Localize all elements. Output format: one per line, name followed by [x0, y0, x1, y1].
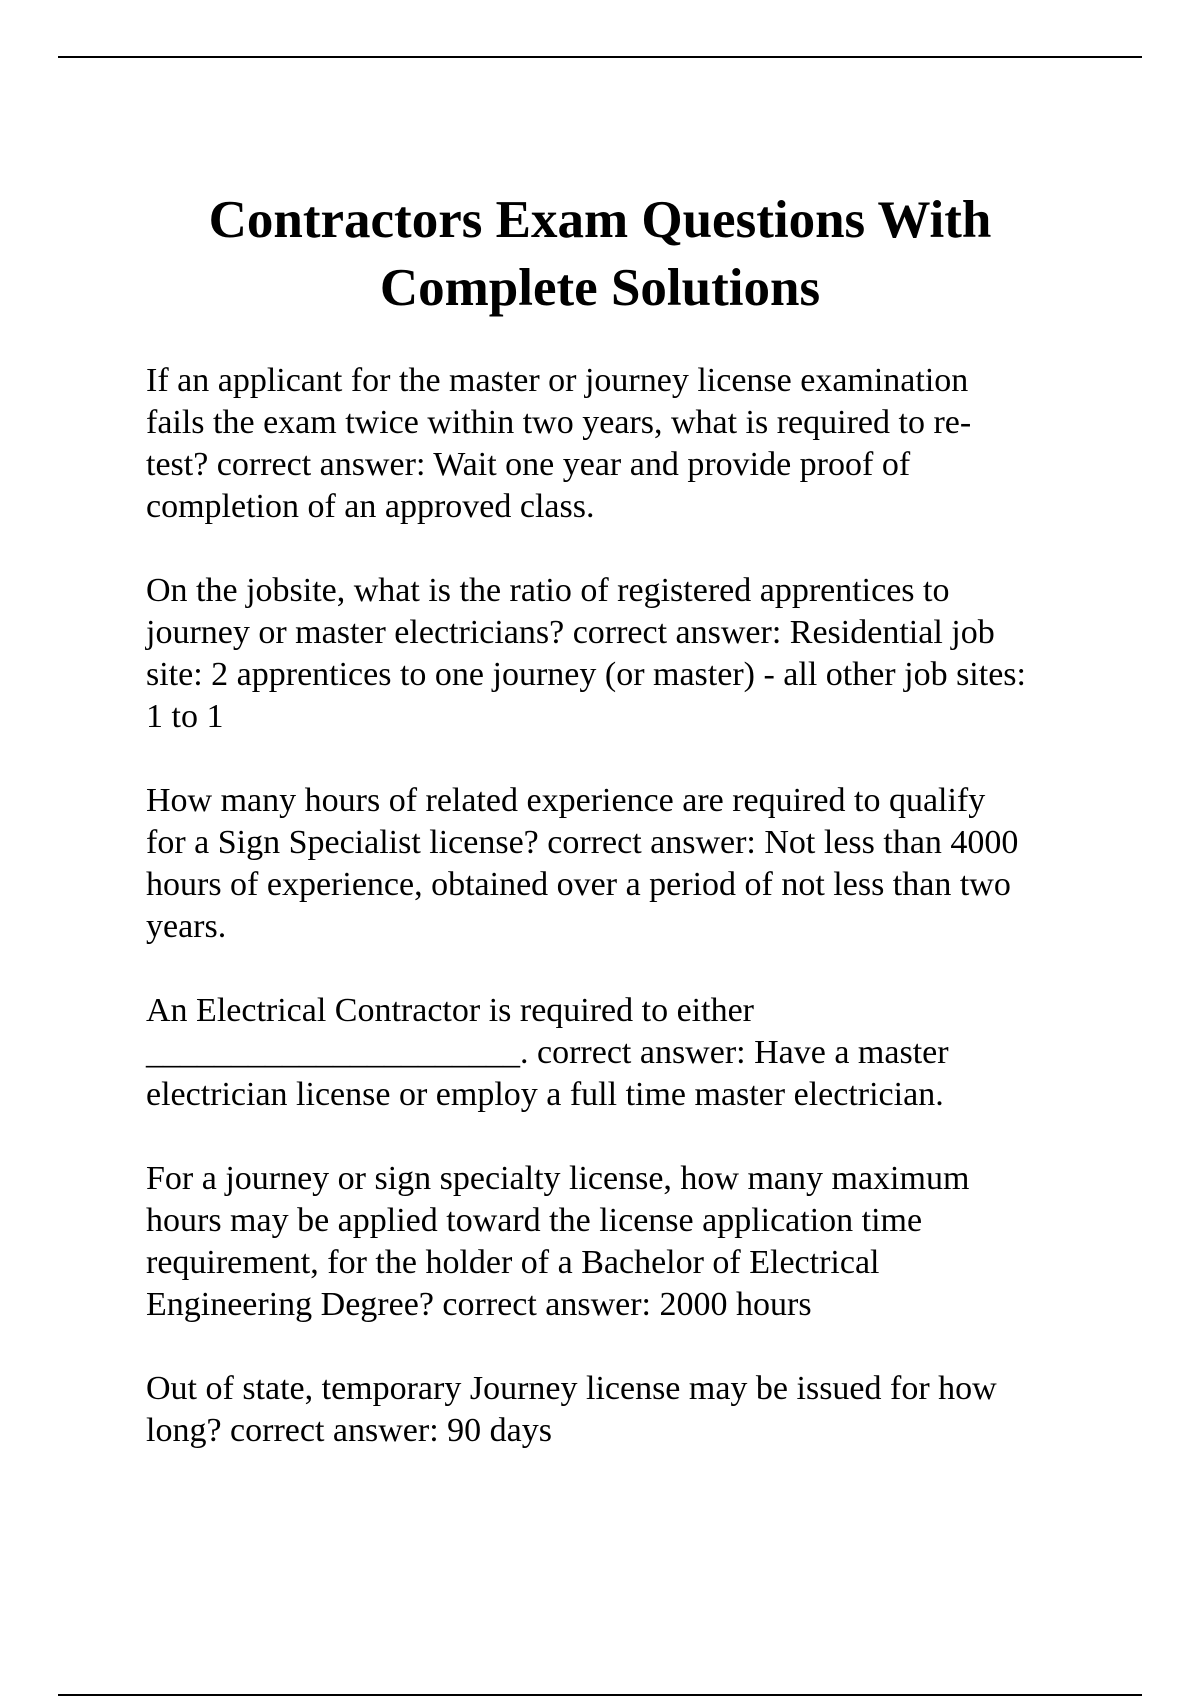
qa-line: For a journey or sign specialty license, how many maximum: [146, 1160, 970, 1197]
page-title: [100, 186, 1100, 322]
qa-line: completion of an approved class.: [146, 488, 595, 525]
qa-line: years.: [146, 908, 227, 945]
qa-item: [146, 780, 1106, 948]
qa-line: How many hours of related experience are required to qualify: [146, 782, 986, 819]
qa-line: If an applicant for the master or journey license examination: [146, 362, 969, 399]
qa-line: 1 to 1: [146, 698, 224, 735]
qa-line: ______________________. correct answer: Have a master: [146, 1034, 949, 1071]
qa-line: hours may be applied toward the license application time: [146, 1202, 923, 1239]
qa-line: On the jobsite, what is the ratio of registered apprentices to: [146, 572, 950, 609]
qa-line: requirement, for the holder of a Bachelor of Electrical: [146, 1244, 880, 1281]
title-line-1: Contractors Exam Questions With: [208, 191, 992, 249]
qa-item: [146, 1368, 1106, 1452]
title-line-2: Complete Solutions: [379, 259, 821, 317]
qa-item: [146, 360, 1106, 528]
qa-line: journey or master electricians? correct answer: Residential job: [146, 614, 995, 651]
top-divider: [58, 56, 1142, 58]
qa-item: [146, 1158, 1106, 1326]
qa-line: site: 2 apprentices to one journey (or master) - all other job sites:: [146, 656, 1026, 693]
qa-item: [146, 570, 1106, 738]
qa-line: hours of experience, obtained over a period of not less than two: [146, 866, 1011, 903]
qa-line: long? correct answer: 90 days: [146, 1412, 552, 1449]
qa-item: [146, 990, 1106, 1116]
qa-line: fails the exam twice within two years, what is required to re-: [146, 404, 972, 441]
qa-list: [146, 360, 1106, 1494]
bottom-divider: [58, 1694, 1142, 1696]
qa-line: An Electrical Contractor is required to either: [146, 992, 754, 1029]
qa-line: for a Sign Specialist license? correct answer: Not less than 4000: [146, 824, 1019, 861]
qa-line: Engineering Degree? correct answer: 2000 hours: [146, 1286, 812, 1323]
qa-line: electrician license or employ a full time master electrician.: [146, 1076, 944, 1113]
qa-line: test? correct answer: Wait one year and provide proof of: [146, 446, 911, 483]
qa-line: Out of state, temporary Journey license may be issued for how: [146, 1370, 997, 1407]
